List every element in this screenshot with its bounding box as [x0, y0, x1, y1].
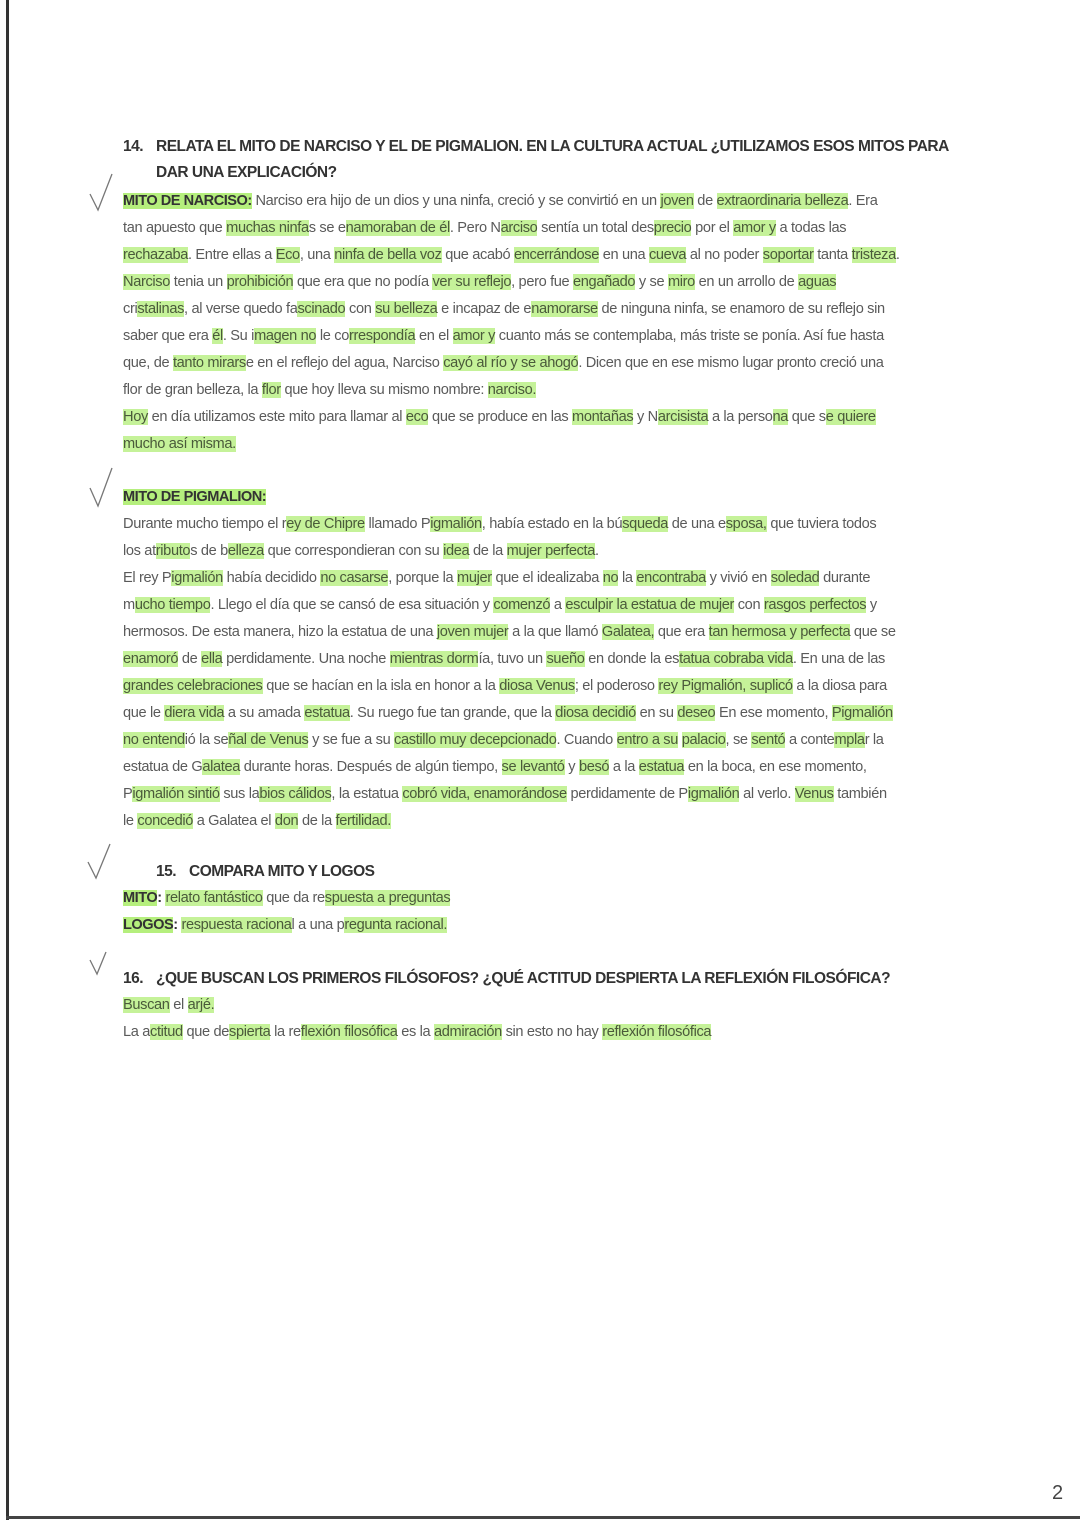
text-segment: que era que no podía: [293, 274, 433, 290]
highlighted-text: flexión filosófica: [300, 1024, 398, 1040]
text-segment: y N: [633, 409, 658, 425]
highlighted-text: alatea: [202, 759, 241, 775]
answer-text: [123, 992, 1003, 1046]
highlighted-text: Galatea,: [601, 624, 655, 640]
highlighted-text: scinado: [297, 301, 346, 317]
highlighted-text: castillo muy decepcionado: [394, 732, 557, 748]
text-segment: y: [564, 759, 579, 775]
text-line: [123, 377, 1003, 404]
text-segment: que hoy lleva su mismo nombre:: [280, 382, 488, 398]
text-segment: sin esto no hay: [501, 1024, 603, 1040]
highlighted-text: ctitud: [150, 1024, 183, 1040]
text-line: [123, 592, 1003, 619]
text-line: [123, 646, 1003, 673]
text-segment: a la que llamó: [508, 624, 602, 640]
highlighted-text: relato fantástico: [165, 890, 263, 906]
text-segment: El rey P: [123, 570, 172, 586]
text-segment: que el idealizaba: [491, 570, 603, 586]
text-segment: de: [693, 193, 717, 209]
text-line: [123, 269, 1003, 296]
highlighted-text: amor y: [733, 220, 776, 236]
question-number: 16.: [123, 970, 144, 987]
text-segment: a todas las: [775, 220, 847, 236]
term-label: LOGOS: [123, 917, 174, 933]
highlighted-text: magen no: [254, 328, 317, 344]
text-segment: de una e: [668, 516, 726, 532]
text-segment: s se e: [308, 220, 346, 236]
text-segment: al no poder: [686, 247, 763, 263]
text-segment: En ese momento,: [715, 705, 832, 721]
section-label: MITO DE PIGMALION:: [123, 489, 267, 505]
text-segment: que se: [850, 624, 896, 640]
text-segment: el: [169, 997, 188, 1013]
highlighted-text: mientras dorm: [389, 651, 479, 667]
highlighted-text: na: [772, 409, 789, 425]
text-segment: perdidamente. Una noche: [222, 651, 390, 667]
text-segment: perdidamente de P: [566, 786, 688, 802]
highlighted-text: rey Pigmalión, suplicó: [658, 678, 793, 694]
text-segment: . Era: [848, 193, 878, 209]
term-label: MITO: [123, 890, 158, 906]
text-segment: por el: [691, 220, 734, 236]
text-line: [123, 538, 1003, 565]
highlighted-text: miro: [667, 274, 695, 290]
text-segment: l a una p: [291, 917, 345, 933]
highlighted-text: no: [602, 570, 619, 586]
highlighted-text: cueva: [648, 247, 687, 263]
highlighted-text: elleza: [227, 543, 264, 559]
text-segment: que acabó: [441, 247, 514, 263]
text-segment: a Galatea el: [193, 813, 275, 829]
text-segment: en un arrollo de: [694, 274, 799, 290]
highlighted-text: tanto mirars: [172, 355, 246, 371]
text-segment: y se fue a su: [308, 732, 395, 748]
highlighted-text: ninfa de bella voz: [334, 247, 442, 263]
highlighted-text: rasgos perfectos: [763, 597, 867, 613]
text-segment: también: [833, 786, 887, 802]
text-segment: tan apuesto que: [123, 220, 227, 236]
text-segment: , una: [299, 247, 335, 263]
text-segment: flor de gran belleza, la: [123, 382, 262, 398]
page-number: 2: [1052, 1482, 1064, 1504]
highlighted-text: esculpir la estatua de mujer: [565, 597, 735, 613]
highlighted-text: igmalión: [171, 570, 223, 586]
text-segment: le co: [316, 328, 349, 344]
question-title: RELATA EL MITO DE NARCISO Y EL DE PIGMALION. EN LA CULTURA ACTUAL ¿UTILIZAMOS ESOS MITOS PARA: [156, 138, 949, 155]
text-segment: . En una de las: [792, 651, 885, 667]
highlighted-text: estatua: [638, 759, 685, 775]
text-line: [123, 215, 1003, 242]
text-segment: a: [550, 597, 566, 613]
text-segment: . Entre ellas a: [188, 247, 276, 263]
text-segment: con: [734, 597, 764, 613]
text-segment: en la boca, en ese momento,: [684, 759, 867, 775]
text-line: [123, 404, 1003, 431]
text-segment: al verlo.: [739, 786, 795, 802]
highlighted-text: se levantó: [501, 759, 565, 775]
text-segment: de: [178, 651, 202, 667]
highlighted-text: él: [212, 328, 223, 344]
text-segment: llamado P: [364, 516, 431, 532]
text-line: [123, 350, 1003, 377]
text-segment: y se: [635, 274, 668, 290]
question-title: ¿QUE BUSCAN LOS PRIMEROS FILÓSOFOS? ¿QUÉ ACTITUD DESPIERTA LA REFLEXIÓN FILOSÓFICA?: [156, 970, 891, 987]
highlighted-text: tatua cobraba vida: [679, 651, 793, 667]
highlighted-text: palacio: [681, 732, 726, 748]
checkmark-icon: [82, 172, 122, 214]
checkmark-icon: [82, 842, 122, 882]
highlighted-text: ey de Chipre: [286, 516, 365, 532]
highlighted-text: precio: [653, 220, 692, 236]
text-segment: sentía un total des: [537, 220, 654, 236]
highlighted-text: mpla: [834, 732, 865, 748]
pigmalion-text: [123, 511, 1003, 835]
highlighted-text: bios cálidos: [259, 786, 332, 802]
highlighted-text: extraordinaria belleza: [716, 193, 849, 209]
text-segment: P: [123, 786, 133, 802]
highlighted-text: aguas: [798, 274, 837, 290]
highlighted-text: narciso.: [487, 382, 537, 398]
highlighted-text: rechazaba: [123, 247, 189, 263]
text-segment: hermosos. De esta manera, hizo la estatua de una: [123, 624, 437, 640]
highlighted-text: tan hermosa y perfecta: [708, 624, 851, 640]
text-segment: r la: [864, 732, 884, 748]
highlighted-text: don: [274, 813, 299, 829]
highlighted-text: besó: [578, 759, 610, 775]
text-segment: cuanto más se contemplaba, más triste se ponía. Así fue hasta: [495, 328, 884, 344]
text-segment: saber que era: [123, 328, 213, 344]
question-15: [123, 859, 1003, 939]
question-heading-cont: DAR UNA EXPLICACIÓN?: [156, 164, 337, 181]
question-heading: [123, 134, 1003, 160]
mito-definition: [123, 885, 1003, 912]
question-heading: [123, 859, 1003, 885]
text-line: [123, 727, 1003, 754]
highlighted-text: regunta racional.: [344, 917, 448, 933]
highlighted-text: idea: [443, 543, 470, 559]
text-segment: que de: [182, 1024, 230, 1040]
highlighted-text: arciso: [500, 220, 538, 236]
highlighted-text: eco: [405, 409, 429, 425]
highlighted-text: soledad: [770, 570, 820, 586]
text-segment: . Llego el día que se cansó de esa situación y: [210, 597, 494, 613]
highlighted-text: cayó al río y se ahogó: [443, 355, 579, 371]
text-segment: a la diosa para: [792, 678, 887, 694]
text-segment: en donde la es: [584, 651, 680, 667]
highlighted-text: Venus: [794, 786, 834, 802]
text-segment: a su amada: [224, 705, 305, 721]
text-segment: estatua de G: [123, 759, 203, 775]
text-segment: en su: [635, 705, 678, 721]
text-segment: los at: [123, 543, 156, 559]
highlighted-text: sposa,: [725, 516, 767, 532]
text-segment: . Pero N: [449, 220, 501, 236]
highlighted-text: ñal de Venus: [228, 732, 309, 748]
highlighted-text: joven: [660, 193, 694, 209]
text-line: [123, 781, 1003, 808]
highlighted-text: rrespondía: [348, 328, 416, 344]
highlighted-text: cobró vida, enamorándose: [402, 786, 567, 802]
text-line: [123, 565, 1003, 592]
text-segment: había decidido: [222, 570, 321, 586]
text-segment: , al verse quedo fa: [184, 301, 298, 317]
text-segment: tenia un: [170, 274, 227, 290]
question-number: 14.: [123, 138, 144, 155]
text-segment: con: [345, 301, 376, 317]
text-segment: . Dicen que en ese mismo lugar pronto creció una: [578, 355, 884, 371]
highlighted-text: fertilidad.: [335, 813, 391, 829]
text-segment: sus la: [219, 786, 260, 802]
highlighted-text: arcisista: [657, 409, 709, 425]
highlighted-text: no casarse: [320, 570, 389, 586]
text-line: [123, 188, 1003, 215]
highlighted-text: spuesta a preguntas: [324, 890, 451, 906]
highlighted-text: deseo: [677, 705, 716, 721]
pigmalion-section: [123, 484, 1003, 835]
colon: :: [157, 890, 162, 906]
text-segment: que le: [123, 705, 165, 721]
text-segment: a conte: [785, 732, 835, 748]
checkmark-icon: [82, 950, 122, 980]
text-segment: .: [895, 247, 900, 263]
question-heading: [123, 966, 1003, 992]
logos-definition: [123, 912, 1003, 939]
highlighted-text: enamoró: [123, 651, 179, 667]
highlighted-text: reflexión filosófica: [602, 1024, 712, 1040]
text-segment: cri: [123, 301, 138, 317]
highlighted-text: respuesta raciona: [181, 917, 292, 933]
text-segment: que da re: [262, 890, 325, 906]
highlighted-text: ver su reflejo: [432, 274, 512, 290]
highlighted-text: prohibición: [226, 274, 294, 290]
highlighted-text: Eco: [275, 247, 300, 263]
text-segment: de ninguna ninfa, se enamoro de su reflejo sin: [597, 301, 885, 317]
text-segment: que era: [654, 624, 709, 640]
highlighted-text: grandes celebraciones: [123, 678, 263, 694]
question-title: COMPARA MITO Y LOGOS: [189, 863, 375, 880]
highlighted-text: muchas ninfa: [226, 220, 309, 236]
highlighted-text: namorarse: [531, 301, 598, 317]
highlighted-text: amor y: [452, 328, 496, 344]
highlighted-text: entro a su: [616, 732, 679, 748]
text-segment: de la: [298, 813, 336, 829]
text-segment: , se: [725, 732, 752, 748]
highlighted-text: comenzó: [493, 597, 551, 613]
text-segment: s de b: [190, 543, 228, 559]
highlighted-text: ributo: [155, 543, 191, 559]
highlighted-text: ucho tiempo: [134, 597, 211, 613]
text-segment: Narciso era hijo de un dios y una ninfa, creció y se convirtió en un: [251, 193, 661, 209]
text-segment: Durante mucho tiempo el r: [123, 516, 287, 532]
highlighted-text: Narciso: [123, 274, 171, 290]
text-line: [123, 1019, 1003, 1046]
text-segment: la: [618, 570, 637, 586]
text-line: [123, 511, 1003, 538]
highlighted-text: tristeza: [851, 247, 896, 263]
text-segment: en una: [599, 247, 649, 263]
highlighted-text: igmalión: [687, 786, 740, 802]
colon: :: [173, 917, 178, 933]
text-segment: que s: [788, 409, 826, 425]
text-segment: a la perso: [708, 409, 773, 425]
highlighted-text: mujer perfecta: [506, 543, 596, 559]
text-line: [123, 992, 1003, 1019]
highlighted-text: admiración: [433, 1024, 502, 1040]
text-segment: y: [866, 597, 877, 613]
highlighted-text: flor: [261, 382, 281, 398]
question-14: [123, 134, 1003, 458]
highlighted-text: squeda: [622, 516, 669, 532]
text-segment: en día utilizamos este mito para llamar al: [147, 409, 406, 425]
highlighted-text: encerrándose: [513, 247, 600, 263]
page-edge: [6, 0, 9, 1520]
highlighted-text: e quiere: [825, 409, 876, 425]
highlighted-text: igmalión sintió: [132, 786, 220, 802]
question-16: [123, 966, 1003, 1046]
highlighted-text: diera vida: [164, 705, 225, 721]
text-segment: durante: [819, 570, 871, 586]
highlighted-text: diosa Venus: [499, 678, 575, 694]
narciso-section: [123, 188, 1003, 458]
text-segment: ió la se: [184, 732, 229, 748]
highlighted-text: no entend: [123, 732, 185, 748]
text-line: [123, 700, 1003, 727]
text-segment: ía, tuvo un: [478, 651, 547, 667]
text-segment: . Cuando: [556, 732, 617, 748]
highlighted-text: namoraban de él: [345, 220, 450, 236]
text-line: [123, 808, 1003, 835]
text-segment: que correspondieran con su: [263, 543, 444, 559]
text-segment: a la: [609, 759, 639, 775]
page-edge: [6, 1516, 1080, 1519]
text-segment: , había estado en la bú: [481, 516, 623, 532]
text-segment: la re: [270, 1024, 301, 1040]
text-segment: ; el poderoso: [574, 678, 659, 694]
text-segment: durante horas. Después de algún tiempo,: [240, 759, 502, 775]
highlighted-text: Pigmalión: [831, 705, 893, 721]
highlighted-text: igmalión: [430, 516, 482, 532]
text-segment: tanta: [813, 247, 852, 263]
text-line: [123, 242, 1003, 269]
question-number: 15.: [156, 863, 177, 880]
checkmark-icon: [82, 466, 122, 510]
highlighted-text: joven mujer: [436, 624, 509, 640]
text-segment: , la estatua: [331, 786, 403, 802]
highlighted-text: diosa decidió: [555, 705, 636, 721]
highlighted-text: engañado: [573, 274, 636, 290]
text-line: [123, 754, 1003, 781]
text-segment: en el: [415, 328, 453, 344]
text-segment: . Su ruego fue tan grande, que la: [349, 705, 556, 721]
text-line: [123, 323, 1003, 350]
text-segment: . Su i: [222, 328, 255, 344]
highlighted-text: encontraba: [636, 570, 706, 586]
text-line: [123, 619, 1003, 646]
text-line: [123, 673, 1003, 700]
highlighted-text: arjé.: [187, 997, 215, 1013]
text-segment: de la: [469, 543, 507, 559]
text-segment: es la: [397, 1024, 434, 1040]
section-label: MITO DE NARCISO:: [123, 193, 252, 209]
text-segment: que tuviera todos: [766, 516, 877, 532]
text-line: [123, 296, 1003, 323]
text-segment: , pero fue: [511, 274, 574, 290]
text-segment: La a: [123, 1024, 151, 1040]
text-segment: le: [123, 813, 138, 829]
highlighted-text: Hoy: [123, 409, 148, 425]
highlighted-text: concedió: [137, 813, 193, 829]
text-segment: , porque la: [388, 570, 458, 586]
text-line: [123, 431, 1003, 458]
text-segment: .: [595, 543, 599, 559]
highlighted-text: su belleza: [375, 301, 438, 317]
text-segment: y vivió en: [705, 570, 771, 586]
highlighted-text: estatua: [304, 705, 350, 721]
highlighted-text: soportar: [762, 247, 814, 263]
highlighted-text: mujer: [457, 570, 492, 586]
text-segment: m: [123, 597, 135, 613]
text-segment: que, de: [123, 355, 173, 371]
text-segment: que se produce en las: [428, 409, 573, 425]
highlighted-text: spierta: [229, 1024, 271, 1040]
text-segment: que se hacían en la isla en honor a la: [262, 678, 500, 694]
highlighted-text: sentó: [751, 732, 786, 748]
highlighted-text: ella: [201, 651, 223, 667]
highlighted-text: mucho así misma.: [123, 436, 236, 452]
text-segment: e en el reflejo del agua, Narciso: [245, 355, 444, 371]
highlighted-text: stalinas: [137, 301, 185, 317]
highlighted-text: sueño: [546, 651, 585, 667]
highlighted-text: Buscan: [123, 997, 170, 1013]
text-segment: e incapaz de e: [437, 301, 532, 317]
highlighted-text: montañas: [572, 409, 634, 425]
